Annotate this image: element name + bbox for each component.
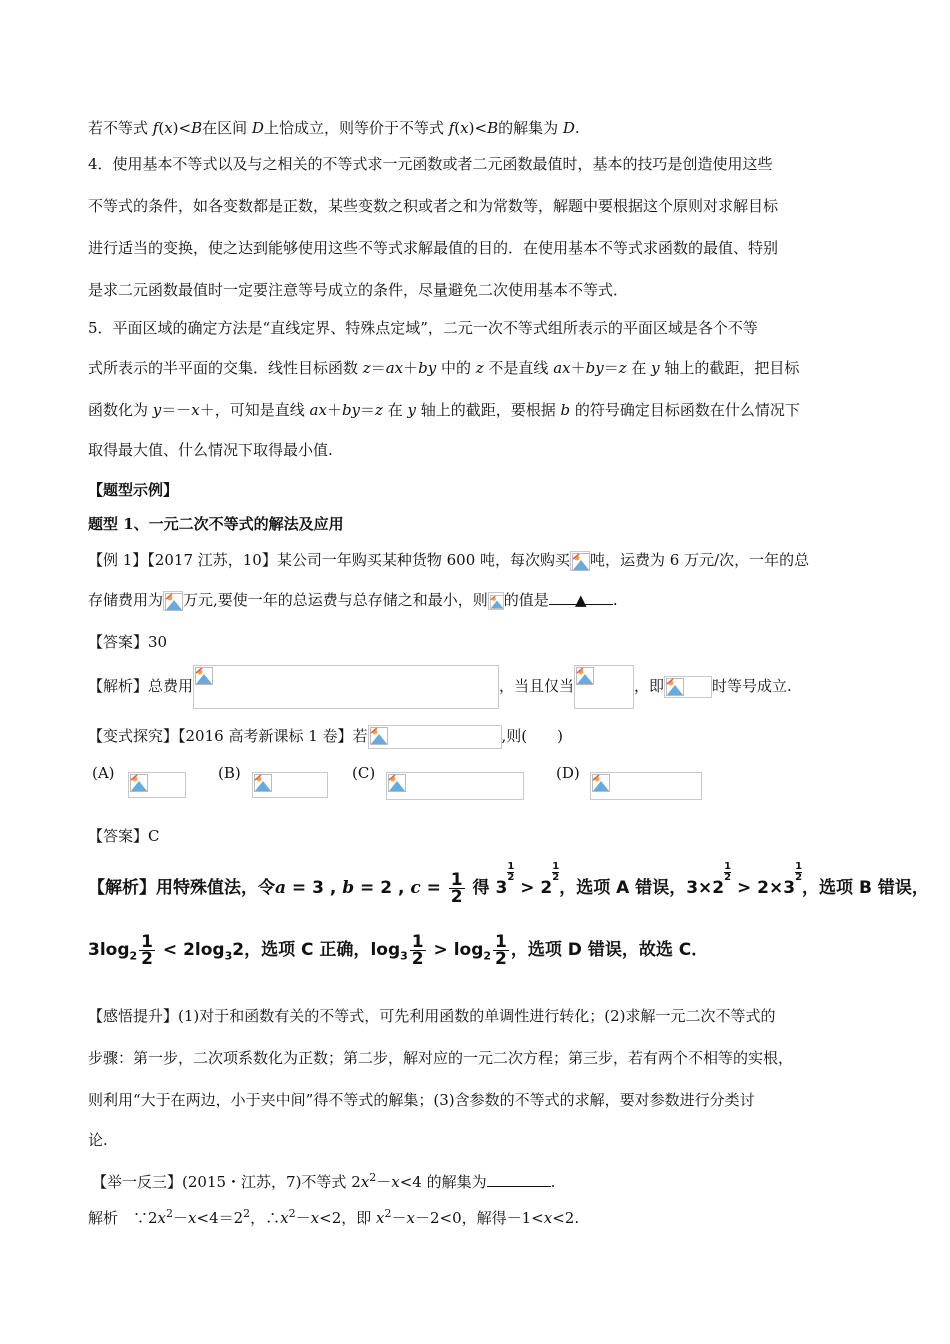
practice-question: 【举一反三】(2015・江苏，7)不等式 $2x^2-x<4$ 的解集为 . — [92, 1171, 556, 1191]
para5-line-3: 函数化为 y＝－x＋，可知是直线 ax＋by＝z 在 y 轴上的截距，要根据 b 的符号确定目标函数在什么情况下 — [88, 401, 800, 419]
insight-line-4: 论. — [88, 1131, 108, 1149]
option-d-formula[interactable] — [590, 772, 702, 800]
formula-image — [193, 665, 499, 709]
para4-line-1: 4．使用基本不等式以及与之相关的不等式求一元函数或者二元函数最值时，基本的技巧是创造使用这些 — [88, 155, 773, 173]
exponent-fraction: $\frac{1}{2}$ — [795, 861, 803, 883]
option-a-label: (A) — [92, 764, 115, 782]
variant-question: 【变式探究】【2016 高考新课标 1 卷】若 ,则( ) — [88, 724, 563, 749]
solution-2-line-2: $3\log_2$ $\frac{1}{2}$ < $2\log_32$，选项 C 正确，$\log_3$ $\frac{1}{2}$ > $\log_2$ $\frac{1}{2}$ ，选项 D 错误，故选 C． — [88, 931, 709, 969]
para4-line-2: 不等式的条件，如各变数都是正数，某些变数之积或者之和为常数等，解题中要根据这个原则对求解目标 — [88, 197, 779, 215]
answer-blank: ▲ — [549, 590, 613, 605]
insight-line-3: 则利用“大于在两边，小于夹中间”得不等式的解集；(3)含参数的不等式的求解，要对参数进行分类讨 — [88, 1091, 755, 1109]
para5-line-1: 5．平面区域的确定方法是“直线定界、特殊点定域”，二元一次不等式组所表示的平面区域是各个不等 — [88, 319, 758, 337]
broken-image-icon — [388, 774, 406, 792]
option-d-label: (D) — [556, 764, 580, 782]
answer-2: 【答案】C — [88, 827, 160, 845]
broken-image-icon — [572, 553, 590, 571]
para5-line-2: 式所表示的半平面的交集．线性目标函数 z＝ax＋by 中的 z 不是直线 ax＋by＝z 在 y 轴上的截距，把目标 — [88, 359, 800, 377]
fraction-one-half: $\frac{1}{2}$ — [495, 931, 507, 969]
exponent-fraction: $\frac{1}{2}$ — [507, 861, 515, 883]
broken-image-icon — [576, 667, 594, 685]
para5-line-4: 取得最大值、什么情况下取得最小值. — [88, 441, 333, 459]
fraction-one-half: $\frac{1}{2}$ — [141, 931, 154, 969]
fraction-one-half: $\frac{1}{2}$ — [450, 869, 463, 907]
solution-1: 【解析】总费用 ，当且仅当 ，即 时等号成立. — [88, 664, 792, 709]
solution-2-line-1: 【解析】用特殊值法，令a = 3 , b = 2 , c = $\frac{1}{2}$ 得 3 $\frac{1}{2}$ > 2 $\frac{1}{2}$ ，选项 A 错误，3×2 $\frac{1}{2}$ > 2×3 $\frac{1}{2}$ ，选项 B 错误， — [88, 861, 929, 907]
broken-image-icon — [666, 678, 684, 696]
exponent-fraction: $\frac{1}{2}$ — [724, 861, 732, 883]
broken-image-icon — [592, 774, 610, 792]
formula-image — [570, 551, 590, 571]
insight-line-1: 【感悟提升】(1)对于和函数有关的不等式，可先利用函数的单调性进行转化；(2)求解一元二次不等式的 — [88, 1007, 776, 1025]
exponent-fraction: $\frac{1}{2}$ — [552, 861, 560, 883]
broken-image-icon — [254, 774, 272, 792]
example1-line-2: 存储费用为 万元,要使一年的总运费与总存储之和最小，则 的值是 ▲ . — [88, 591, 618, 609]
formula-image — [163, 591, 183, 611]
para4-line-3: 进行适当的变换，使之达到能够使用这些不等式求解最值的目的．在使用基本不等式求函数的最值、特别 — [88, 239, 779, 257]
option-b-formula[interactable] — [252, 772, 328, 798]
text-line-1: 若不等式 f(x)<B在区间 D上恰成立，则等价于不等式 f(x)<B的解集为 D. — [88, 119, 580, 137]
option-a-formula[interactable] — [128, 772, 186, 798]
fraction-one-half: $\frac{1}{2}$ — [411, 931, 424, 969]
answer-1: 【答案】30 — [88, 633, 168, 651]
formula-image — [488, 592, 504, 610]
type1-title: 题型 1、一元二次不等式的解法及应用 — [88, 515, 344, 533]
formula-image — [368, 725, 502, 749]
broken-image-icon — [165, 593, 183, 611]
broken-image-icon — [370, 727, 388, 745]
broken-image-icon — [490, 594, 504, 610]
broken-image-icon — [195, 667, 213, 685]
para4-line-4: 是求二元函数最值时一定要注意等号成立的条件，尽量避免二次使用基本不等式． — [88, 281, 629, 299]
section-title: 【题型示例】 — [88, 481, 179, 499]
option-c-label: (C) — [352, 764, 376, 782]
formula-image — [574, 665, 634, 709]
example1-line-1: 【例 1】【2017 江苏，10】某公司一年购买某种货物 600 吨，每次购买 吨，运费为 6 万元/次，一年的总 — [88, 551, 810, 569]
practice-solution: 解析 $\because 2x^2-x<4=2^2$，$\therefore x^2-x<2$，即 $x^2-x-2<0$，解得－1<x<2. — [88, 1207, 580, 1227]
broken-image-icon — [130, 774, 148, 792]
formula-image — [664, 676, 712, 698]
option-b-label: (B) — [218, 764, 241, 782]
option-c-formula[interactable] — [386, 772, 524, 800]
insight-line-2: 步骤：第一步，二次项系数化为正数；第二步，解对应的一元二次方程；第三步，若有两个不相等的实根， — [88, 1049, 794, 1067]
answer-blank — [487, 1172, 551, 1187]
